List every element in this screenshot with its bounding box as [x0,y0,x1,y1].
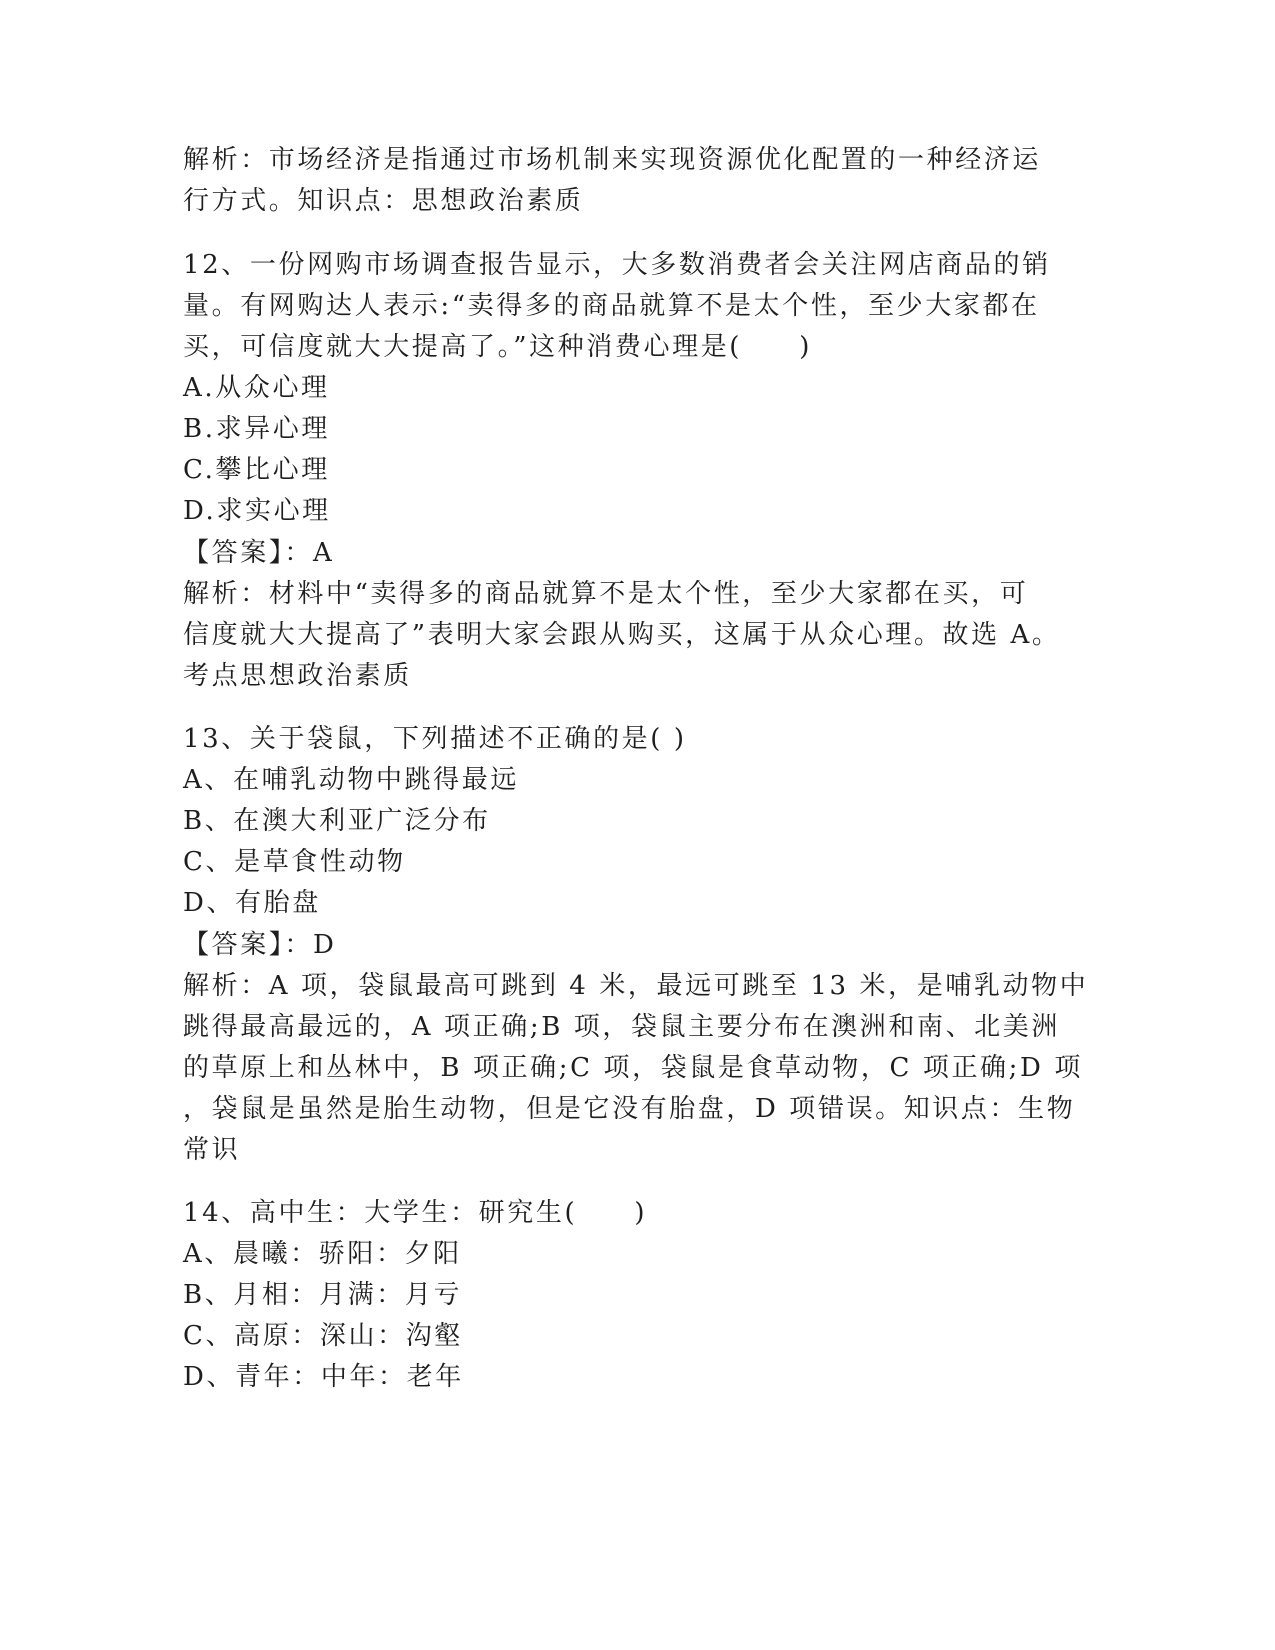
question-13-answer: 【答案】：D [183,930,337,960]
question-12-option-d: D.求实心理 [183,496,331,526]
question-13-option-d: D、有胎盘 [183,888,321,918]
question-13-explanation: ，袋鼠是虽然是胎生动物，但是它没有胎盘，D 项错误。知识点：生物 [183,1094,1076,1124]
question-14-option-c: C、高原：深山：沟壑 [183,1321,463,1351]
question-14-stem: 14、高中生：大学生：研究生( ) [183,1198,648,1228]
question-13-option-a: A、在哺乳动物中跳得最远 [183,765,519,795]
explanation-line: 解析：市场经济是指通过市场机制来实现资源优化配置的一种经济运 [183,145,1042,175]
question-13-explanation: 的草原上和丛林中，B 项正确;C 项，袋鼠是食草动物，C 项正确;D 项 [183,1053,1083,1083]
question-13-stem: 13、关于袋鼠，下列描述不正确的是( ) [183,724,687,754]
question-12-explanation: 解析：材料中“卖得多的商品就算不是太个性，至少大家都在买，可 [183,579,1029,609]
question-12-explanation: 考点思想政治素质 [183,661,412,691]
question-12-option-a: A.从众心理 [183,373,330,403]
question-12-answer: 【答案】：A [183,538,335,568]
question-12-option-b: B.求异心理 [183,414,330,444]
question-12-explanation: 信度就大大提高了”表明大家会跟从购买，这属于从众心理。故选 A。 [183,620,1061,650]
question-12-stem: 买，可信度就大大提高了。”这种消费心理是( ) [183,332,812,362]
explanation-line: 行方式。知识点：思想政治素质 [183,186,584,216]
question-13-explanation: 常识 [183,1135,241,1165]
question-14-option-b: B、月相：月满：月亏 [183,1280,463,1310]
question-13-option-b: B、在澳大利亚广泛分布 [183,806,491,836]
question-12-option-c: C.攀比心理 [183,455,330,485]
question-12-stem: 12、一份网购市场调查报告显示，大多数消费者会关注网店商品的销 [183,250,1051,280]
question-13-option-c: C、是草食性动物 [183,847,406,877]
question-14-option-d: D、青年：中年：老年 [183,1362,464,1392]
question-13-explanation: 跳得最高最远的，A 项正确;B 项，袋鼠主要分布在澳洲和南、北美洲 [183,1012,1060,1042]
question-13-explanation: 解析：A 项，袋鼠最高可跳到 4 米，最远可跳至 13 米，是哺乳动物中 [183,971,1089,1001]
question-14-option-a: A、晨曦：骄阳：夕阳 [183,1239,462,1269]
question-12-stem: 量。有网购达人表示:“卖得多的商品就算不是太个性，至少大家都在 [183,291,1040,321]
